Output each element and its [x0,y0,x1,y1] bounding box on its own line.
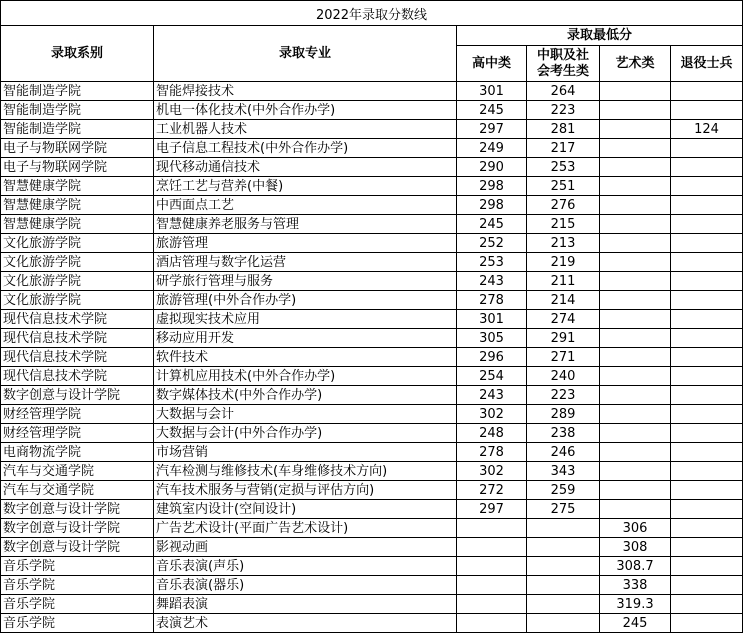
major-cell: 智能焊接技术 [154,82,457,101]
vocational-score-cell [527,614,600,633]
veteran-score-cell [671,538,743,557]
major-cell: 大数据与会计 [154,405,457,424]
veteran-score-cell [671,424,743,443]
major-cell: 市场营销 [154,443,457,462]
dept-cell: 音乐学院 [1,595,154,614]
vocational-score-cell: 238 [527,424,600,443]
dept-cell: 文化旅游学院 [1,234,154,253]
high-school-score-cell: 254 [457,367,527,386]
table-row [1,329,743,348]
veteran-score-cell [671,101,743,120]
table-row [1,253,743,272]
dept-cell: 现代信息技术学院 [1,348,154,367]
table-row [1,424,743,443]
major-cell: 中西面点工艺 [154,196,457,215]
table-row [1,576,743,595]
veteran-score-cell [671,367,743,386]
high-school-score-cell: 245 [457,215,527,234]
table-row [1,139,743,158]
veteran-score-cell [671,386,743,405]
table-row [1,405,743,424]
high-school-score-cell: 272 [457,481,527,500]
dept-cell: 财经管理学院 [1,424,154,443]
art-score-cell [600,367,671,386]
major-cell: 移动应用开发 [154,329,457,348]
dept-cell: 数字创意与设计学院 [1,519,154,538]
major-cell: 虚拟现实技术应用 [154,310,457,329]
vocational-score-cell [527,595,600,614]
veteran-score-cell [671,158,743,177]
table-row [1,500,743,519]
high-school-score-cell [457,538,527,557]
art-score-cell: 319.3 [600,595,671,614]
major-cell: 汽车技术服务与营销(定损与评估方向) [154,481,457,500]
high-school-score-cell: 243 [457,272,527,291]
high-school-score-cell: 245 [457,101,527,120]
major-cell: 广告艺术设计(平面广告艺术设计) [154,519,457,538]
table-row [1,310,743,329]
vocational-score-cell: 223 [527,386,600,405]
art-score-cell [600,234,671,253]
dept-cell: 智能制造学院 [1,82,154,101]
vocational-score-cell: 223 [527,101,600,120]
art-score-cell [600,82,671,101]
high-school-score-cell: 243 [457,386,527,405]
vocational-score-cell: 275 [527,500,600,519]
vocational-score-cell: 211 [527,272,600,291]
header-dept: 录取系别 [1,26,154,82]
veteran-score-cell [671,481,743,500]
art-score-cell [600,329,671,348]
header-veteran: 退役士兵 [671,46,743,82]
veteran-score-cell [671,310,743,329]
major-cell: 建筑室内设计(空间设计) [154,500,457,519]
vocational-score-cell: 276 [527,196,600,215]
major-cell: 大数据与会计(中外合作办学) [154,424,457,443]
vocational-score-cell: 274 [527,310,600,329]
art-score-cell: 308 [600,538,671,557]
high-school-score-cell: 252 [457,234,527,253]
major-cell: 汽车检测与维修技术(车身维修技术方向) [154,462,457,481]
header-major: 录取专业 [154,26,457,82]
dept-cell: 数字创意与设计学院 [1,386,154,405]
high-school-score-cell: 305 [457,329,527,348]
major-cell: 电子信息工程技术(中外合作办学) [154,139,457,158]
major-cell: 舞蹈表演 [154,595,457,614]
table-row [1,386,743,405]
vocational-score-cell: 246 [527,443,600,462]
veteran-score-cell [671,234,743,253]
art-score-cell [600,443,671,462]
high-school-score-cell [457,595,527,614]
art-score-cell [600,500,671,519]
dept-cell: 数字创意与设计学院 [1,538,154,557]
art-score-cell: 338 [600,576,671,595]
table-row [1,120,743,139]
major-cell: 酒店管理与数字化运营 [154,253,457,272]
veteran-score-cell [671,177,743,196]
vocational-score-cell: 343 [527,462,600,481]
vocational-score-cell: 264 [527,82,600,101]
vocational-score-cell: 219 [527,253,600,272]
vocational-score-cell: 291 [527,329,600,348]
art-score-cell: 308.7 [600,557,671,576]
art-score-cell [600,253,671,272]
table-row [1,196,743,215]
major-cell: 旅游管理 [154,234,457,253]
dept-cell: 现代信息技术学院 [1,367,154,386]
veteran-score-cell [671,329,743,348]
high-school-score-cell [457,519,527,538]
dept-cell: 现代信息技术学院 [1,310,154,329]
table-row [1,367,743,386]
art-score-cell [600,291,671,310]
dept-cell: 智能制造学院 [1,120,154,139]
vocational-score-cell: 214 [527,291,600,310]
veteran-score-cell [671,272,743,291]
dept-cell: 智能制造学院 [1,101,154,120]
table-row [1,557,743,576]
vocational-score-cell: 259 [527,481,600,500]
dept-cell: 文化旅游学院 [1,291,154,310]
major-cell: 旅游管理(中外合作办学) [154,291,457,310]
table-row [1,82,743,101]
vocational-score-cell: 251 [527,177,600,196]
dept-cell: 文化旅游学院 [1,272,154,291]
veteran-score-cell [671,139,743,158]
major-cell: 音乐表演(器乐) [154,576,457,595]
dept-cell: 电子与物联网学院 [1,139,154,158]
veteran-score-cell [671,519,743,538]
dept-cell: 音乐学院 [1,557,154,576]
art-score-cell [600,405,671,424]
header-art: 艺术类 [600,46,671,82]
table-row [1,291,743,310]
art-score-cell [600,196,671,215]
vocational-score-cell: 240 [527,367,600,386]
table-row [1,177,743,196]
vocational-score-cell: 289 [527,405,600,424]
veteran-score-cell [671,253,743,272]
dept-cell: 现代信息技术学院 [1,329,154,348]
veteran-score-cell [671,500,743,519]
high-school-score-cell: 297 [457,500,527,519]
major-cell: 现代移动通信技术 [154,158,457,177]
major-cell: 音乐表演(声乐) [154,557,457,576]
veteran-score-cell [671,462,743,481]
dept-cell: 电子与物联网学院 [1,158,154,177]
vocational-score-cell [527,519,600,538]
table-row [1,614,743,633]
veteran-score-cell [671,443,743,462]
art-score-cell [600,386,671,405]
vocational-score-cell [527,557,600,576]
veteran-score-cell [671,196,743,215]
veteran-score-cell [671,348,743,367]
dept-cell: 汽车与交通学院 [1,462,154,481]
vocational-score-cell: 213 [527,234,600,253]
high-school-score-cell: 278 [457,291,527,310]
veteran-score-cell: 124 [671,120,743,139]
veteran-score-cell [671,614,743,633]
dept-cell: 电商物流学院 [1,443,154,462]
art-score-cell [600,158,671,177]
art-score-cell [600,101,671,120]
header-high-school: 高中类 [457,46,527,82]
table-row [1,462,743,481]
dept-cell: 智慧健康学院 [1,215,154,234]
veteran-score-cell [671,595,743,614]
vocational-score-cell [527,576,600,595]
table-row [1,101,743,120]
dept-cell: 音乐学院 [1,576,154,595]
major-cell: 计算机应用技术(中外合作办学) [154,367,457,386]
major-cell: 烹饪工艺与营养(中餐) [154,177,457,196]
high-school-score-cell: 298 [457,177,527,196]
veteran-score-cell [671,576,743,595]
high-school-score-cell: 301 [457,310,527,329]
major-cell: 工业机器人技术 [154,120,457,139]
art-score-cell [600,272,671,291]
high-school-score-cell: 296 [457,348,527,367]
veteran-score-cell [671,405,743,424]
art-score-cell [600,310,671,329]
art-score-cell [600,424,671,443]
art-score-cell [600,348,671,367]
high-school-score-cell: 278 [457,443,527,462]
high-school-score-cell: 301 [457,82,527,101]
art-score-cell [600,462,671,481]
art-score-cell: 306 [600,519,671,538]
major-cell: 影视动画 [154,538,457,557]
table-row [1,481,743,500]
vocational-score-cell: 215 [527,215,600,234]
art-score-cell: 245 [600,614,671,633]
dept-cell: 智慧健康学院 [1,177,154,196]
art-score-cell [600,215,671,234]
major-cell: 智慧健康养老服务与管理 [154,215,457,234]
high-school-score-cell: 297 [457,120,527,139]
table-title: 2022年录取分数线 [1,1,743,26]
vocational-score-cell [527,538,600,557]
vocational-score-cell: 271 [527,348,600,367]
high-school-score-cell: 248 [457,424,527,443]
table-row [1,443,743,462]
veteran-score-cell [671,291,743,310]
table-row [1,519,743,538]
major-cell: 表演艺术 [154,614,457,633]
major-cell: 机电一体化技术(中外合作办学) [154,101,457,120]
table-row [1,234,743,253]
major-cell: 数字媒体技术(中外合作办学) [154,386,457,405]
dept-cell: 智慧健康学院 [1,196,154,215]
high-school-score-cell: 302 [457,405,527,424]
high-school-score-cell: 290 [457,158,527,177]
vocational-score-cell: 217 [527,139,600,158]
header-vocational: 中职及社会考生类 [527,46,600,82]
major-cell: 软件技术 [154,348,457,367]
art-score-cell [600,177,671,196]
veteran-score-cell [671,82,743,101]
table-row [1,272,743,291]
dept-cell: 数字创意与设计学院 [1,500,154,519]
major-cell: 研学旅行管理与服务 [154,272,457,291]
vocational-score-cell: 281 [527,120,600,139]
high-school-score-cell: 298 [457,196,527,215]
veteran-score-cell [671,557,743,576]
table-row [1,538,743,557]
high-school-score-cell: 253 [457,253,527,272]
dept-cell: 汽车与交通学院 [1,481,154,500]
high-school-score-cell: 302 [457,462,527,481]
dept-cell: 音乐学院 [1,614,154,633]
header-min-score: 录取最低分 [457,26,743,46]
dept-cell: 财经管理学院 [1,405,154,424]
vocational-score-cell: 253 [527,158,600,177]
veteran-score-cell [671,215,743,234]
art-score-cell [600,120,671,139]
table-row [1,348,743,367]
high-school-score-cell [457,614,527,633]
table-row [1,595,743,614]
high-school-score-cell [457,557,527,576]
table-row [1,158,743,177]
high-school-score-cell [457,576,527,595]
table-row [1,215,743,234]
art-score-cell [600,481,671,500]
dept-cell: 文化旅游学院 [1,253,154,272]
high-school-score-cell: 249 [457,139,527,158]
art-score-cell [600,139,671,158]
